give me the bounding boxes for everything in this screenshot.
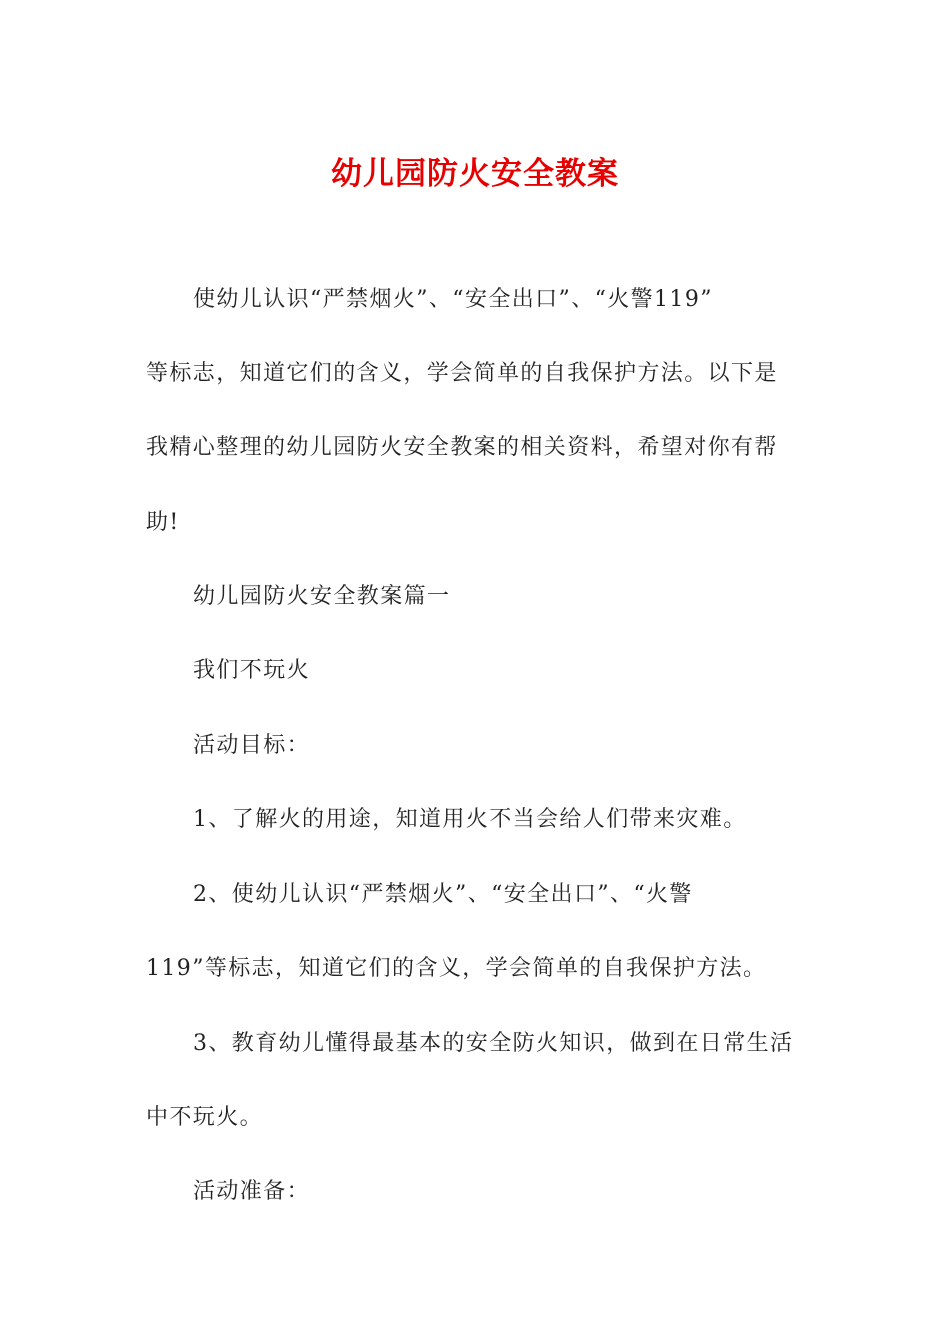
document-title: 幼儿园防火安全教案 [331, 156, 619, 192]
intro-line-1: 使幼儿认识“严禁烟火”、“安全出口”、“火警119” [193, 287, 713, 312]
intro-line-2: 等标志，知道它们的含义，学会简单的自我保护方法。以下是 [146, 361, 778, 386]
objective-2-line-2: 119”等标志，知道它们的含义，学会简单的自我保护方法。 [146, 956, 767, 981]
intro-line-3: 我精心整理的幼儿园防火安全教案的相关资料，希望对你有帮 [146, 435, 778, 460]
section-heading: 幼儿园防火安全教案篇一 [193, 584, 451, 609]
intro-line-4: 助! [146, 510, 180, 535]
objective-3-line-2: 中不玩火。 [146, 1105, 264, 1130]
objective-2-line-1: 2、使幼儿认识“严禁烟火”、“安全出口”、“火警 [193, 882, 693, 907]
objectives-heading: 活动目标： [193, 733, 311, 758]
objective-3-line-1: 3、教育幼儿懂得最基本的安全防火知识，做到在日常生活 [193, 1031, 794, 1056]
objective-1: 1、了解火的用途，知道用火不当会给人们带来灾难。 [193, 807, 747, 832]
preparation-heading: 活动准备： [193, 1179, 311, 1204]
lesson-title: 我们不玩火 [193, 658, 311, 683]
